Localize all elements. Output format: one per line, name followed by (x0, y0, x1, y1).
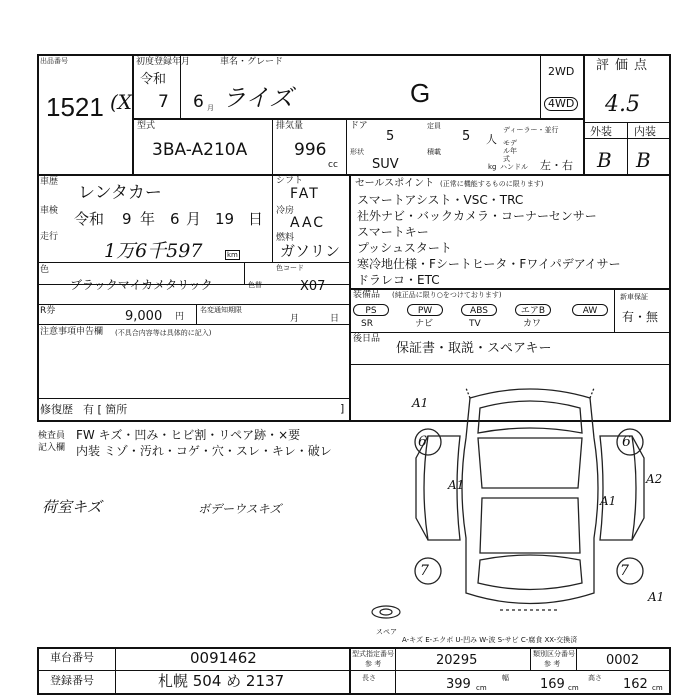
car-damage-diagram (380, 378, 680, 638)
mark-front-right-wheel: 6 (622, 434, 631, 450)
equipment-item-sub-0: SR (361, 319, 373, 329)
model-code: 3BA-A210A (152, 140, 248, 160)
inspection-day-unit: 日 (248, 210, 264, 228)
inspector-label: 検査員 (38, 431, 66, 441)
back-value: 保証書・取説・スペアキー (396, 341, 552, 356)
length-unit: cm (476, 684, 487, 692)
color-label: 色 (40, 265, 50, 275)
exterior-label: 外装 (590, 125, 612, 138)
sales-point-6: ドラレコ・ETC (357, 273, 440, 287)
width-unit: cm (568, 684, 579, 692)
equipment-item-2: ABS (461, 304, 497, 316)
equipment-item-sub-3: カワ (523, 319, 542, 329)
inspection-label: 車検 (40, 206, 59, 216)
new-car-warranty-label: 新車保証 (620, 293, 648, 301)
type-number-label: 型式指定番号 (352, 650, 394, 658)
notice-label: 名変通知期限 (200, 306, 242, 314)
class-number-value: 0002 (606, 653, 640, 668)
handwritten-note-2: ボデーウスキズ (198, 502, 282, 516)
engine-label: 排気量 (276, 121, 304, 131)
doors-label: ドア (350, 121, 368, 131)
lot-number: 1521 (46, 92, 104, 122)
damage-legend: A-キズ E-エクボ U-凹み W-波 S-サビ C-腐食 XX-交換済 (402, 636, 578, 644)
registration-label: 初度登録年月 (136, 57, 191, 67)
shift-value: FAT (290, 186, 320, 202)
sales-point-2: 社外ナビ・バックカメラ・コーナーセンサー (357, 209, 597, 223)
inspection-era: 令和 (74, 210, 105, 228)
mark-right-panel: A2 (646, 472, 663, 486)
model-year-label: モデル年式 (503, 139, 517, 163)
score-value: 4.5 (605, 92, 640, 117)
color-number-label: 色替 (248, 281, 262, 289)
back-label: 後日品 (353, 334, 381, 344)
sales-points-label: セールスポイント (355, 178, 435, 189)
new-car-warranty-value: 有・無 (622, 310, 659, 324)
notice-day-unit: 日 (330, 314, 340, 324)
sales-point-1: スマートアシスト・VSC・TRC (357, 193, 524, 207)
color-code: X07 (300, 279, 326, 294)
type-number-value: 20295 (436, 653, 478, 668)
equipment-note: (純正品に限り○をつけております) (392, 291, 502, 299)
mileage-label: 走行 (40, 232, 59, 242)
notes-label: 注意事項申告欄 (40, 327, 104, 337)
sales-point-4: プッシュスタート (357, 241, 452, 255)
sales-point-5: 寒冷地仕様・Fシートヒータ・Fワイパデアイサー (357, 257, 621, 271)
load-label: 積載 (427, 148, 441, 156)
history-value: レンタカー (78, 183, 162, 203)
width-label: 幅 (502, 674, 509, 682)
registration-era: 令和 (140, 72, 167, 87)
equipment-label: 装備品 (353, 290, 381, 300)
mark-left-side: A1 (448, 478, 465, 492)
exterior-score: B (597, 148, 612, 172)
handwritten-note-1: 荷室キズ (42, 498, 102, 516)
mark-rear-right-wheel: 7 (620, 563, 629, 579)
inspection-year-unit: 年 (140, 210, 156, 228)
inspector-line-2: 内装 ミゾ・汚れ・コゲ・穴・スレ・キレ・破レ (76, 444, 332, 458)
chassis-value: 0091462 (190, 649, 257, 667)
registration-month-unit: 月 (207, 104, 214, 112)
handle-label: ハンドル (500, 163, 528, 171)
vehicle-name-label: 車名・グレード (220, 57, 284, 67)
equipment-item-sub-2: TV (469, 319, 481, 329)
mark-rear-right: A1 (648, 590, 665, 604)
width-value: 169 (540, 677, 565, 692)
drive-2wd: 2WD (548, 65, 575, 78)
spare-label: スペア (376, 628, 397, 636)
sales-point-3: スマートキー (357, 225, 429, 239)
registration-month: 6 (193, 92, 204, 112)
color-value: ブラックマイカメタリック (70, 278, 213, 292)
drive-4wd: 4WD (544, 97, 578, 111)
mileage-value: 1万6千597 (104, 240, 203, 262)
vehicle-name: ライズ (222, 84, 294, 112)
interior-score: B (636, 148, 651, 172)
recycle-value: 9,000 (125, 309, 163, 324)
recycle-label: R券 (40, 306, 56, 316)
fuel-value: ガソリン (280, 242, 341, 260)
plate-value: 札幌 504 め 2137 (158, 672, 285, 690)
equipment-item-4: AW (572, 304, 608, 316)
handle-value: 左・右 (540, 159, 573, 172)
mark-right-side: A1 (600, 494, 617, 508)
lot-corner-label: 出品番号 (40, 57, 68, 65)
load-unit: kg (488, 163, 497, 171)
capacity-value: 5 (462, 129, 471, 144)
dealer-label: ディーラー・並行 (503, 126, 559, 134)
equipment-item-1: PW (407, 304, 443, 316)
inspector-label-2: 記入欄 (38, 443, 66, 453)
sales-points-note: (正常に機能するものに限ります) (440, 180, 544, 188)
class-number-ref: 参 考 (544, 660, 561, 668)
height-label: 高さ (588, 674, 602, 682)
fuel-label: 燃料 (276, 233, 295, 243)
doors-value: 5 (386, 129, 395, 144)
repair-value: 有 [ 箇所 (83, 403, 128, 416)
equipment-item-3: エアB (515, 304, 551, 316)
lot-mark: (X (110, 90, 133, 114)
inspection-month: 6 (170, 210, 180, 228)
mark-front-left-wheel: 6 (418, 434, 427, 450)
shape-value: SUV (372, 157, 399, 172)
shift-label: シフト (276, 176, 304, 186)
mark-rear-left-wheel: 7 (420, 563, 429, 579)
engine-value: 996 (294, 140, 327, 160)
notes-sub: (不具合内容等は具体的に記入) (115, 329, 212, 337)
equipment-item-0: PS (353, 304, 389, 316)
plate-label: 登録番号 (50, 674, 94, 687)
inspector-line-1: FW キズ・凹み・ヒビ割・リペア跡・×要 (76, 428, 301, 442)
equipment-item-sub-1: ナビ (415, 319, 434, 329)
inspection-month-unit: 月 (186, 210, 202, 228)
ac-label: 冷房 (276, 206, 295, 216)
length-value: 399 (446, 677, 471, 692)
class-number-label: 類別区分番号 (533, 650, 575, 658)
recycle-unit: 円 (175, 312, 185, 322)
length-label: 長さ (362, 674, 376, 682)
inspection-year: 9 (122, 210, 132, 228)
type-number-ref: 参 考 (365, 660, 382, 668)
interior-label: 内装 (634, 125, 656, 138)
score-label: 評価点 (596, 58, 654, 73)
capacity-label: 定員 (427, 122, 441, 130)
vehicle-grade: G (410, 78, 431, 108)
inspection-day: 19 (215, 210, 235, 228)
repair-label: 修復歴 (40, 403, 73, 416)
chassis-label: 車台番号 (50, 651, 94, 664)
history-label: 車歴 (40, 177, 59, 187)
shape-label: 形状 (350, 148, 364, 156)
color-code-label: 色コード (276, 264, 304, 272)
mileage-unit: km (227, 251, 238, 259)
height-value: 162 (623, 677, 648, 692)
spare-tire-icon (366, 602, 406, 626)
ac-value: AAC (290, 215, 326, 231)
notice-month-unit: 月 (290, 314, 300, 324)
capacity-unit: 人 (486, 133, 497, 146)
model-label: 型式 (137, 121, 156, 131)
height-unit: cm (652, 684, 663, 692)
repair-close: ] (340, 402, 345, 415)
mark-front-left: A1 (412, 396, 429, 410)
engine-unit: cc (328, 160, 338, 170)
registration-year: 7 (158, 92, 169, 112)
